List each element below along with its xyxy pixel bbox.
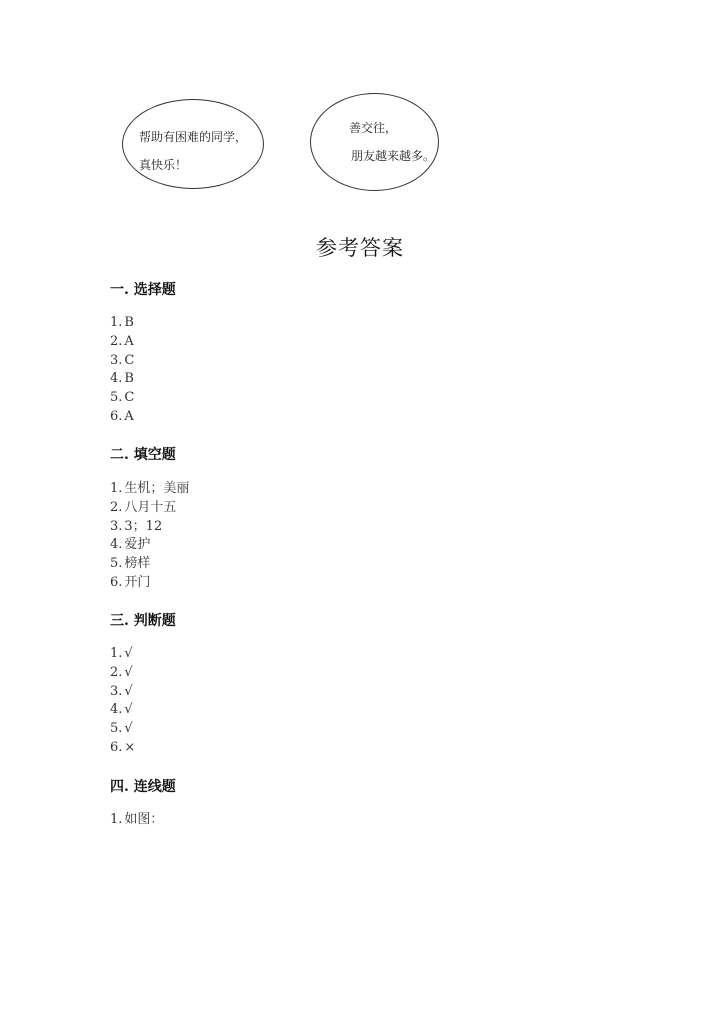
answer-list-fill-blank <box>110 480 189 593</box>
page-title: 参考答案 <box>316 236 404 260</box>
answer-number: 6. <box>110 574 123 590</box>
answer-number: 2. <box>110 664 123 680</box>
list-item <box>110 333 134 352</box>
answer-text: √ <box>124 683 133 699</box>
answer-text: A <box>124 333 134 349</box>
answer-number: 1. <box>110 481 123 496</box>
answer-text: 生机；美丽 <box>124 481 190 496</box>
answer-number: 5. <box>110 556 123 572</box>
bubble-right-line1: 善交往， <box>349 121 398 135</box>
answer-text: B <box>124 371 134 387</box>
list-item <box>110 574 189 593</box>
answer-text: √ <box>124 646 133 661</box>
section-heading-matching: 四. 连线题 <box>110 779 176 795</box>
list-item <box>110 645 135 664</box>
section-heading-fill-blank: 二. 填空题 <box>110 447 176 463</box>
answer-text: × <box>124 739 136 755</box>
answer-number: 3. <box>110 518 123 534</box>
answer-text: A <box>124 408 134 424</box>
answer-text: C <box>124 352 135 368</box>
list-item <box>110 811 163 830</box>
section-heading-choice: 一. 选择题 <box>110 282 176 298</box>
bubble-right-line2: 朋友越来越多。 <box>351 149 436 163</box>
bubble-left-line1: 帮助有困难的同学， <box>139 130 248 144</box>
answer-number: 3. <box>110 683 123 699</box>
answer-text: 如图： <box>124 812 164 827</box>
answer-number: 1. <box>110 646 123 661</box>
answer-text: √ <box>124 721 133 737</box>
speech-bubble-left <box>122 99 264 189</box>
answer-text: 榜样 <box>124 556 151 572</box>
answer-number: 6. <box>110 408 123 424</box>
section-heading-true-false: 三. 判断题 <box>110 613 176 629</box>
list-item <box>110 739 135 758</box>
speech-bubble-right <box>310 93 439 191</box>
list-item <box>110 555 189 574</box>
answer-text: 开门 <box>124 574 151 590</box>
bubble-left-line2: 真快乐！ <box>139 158 188 172</box>
answer-text: √ <box>124 702 133 718</box>
answer-list-true-false <box>110 645 135 758</box>
answer-list-matching <box>110 811 163 830</box>
answer-text: 八月十五 <box>124 499 177 515</box>
answer-number: 3. <box>110 352 123 368</box>
answer-number: 4. <box>110 702 123 718</box>
answer-number: 4. <box>110 537 123 553</box>
list-item <box>110 664 135 683</box>
answer-number: 6. <box>110 739 123 755</box>
list-item <box>110 499 189 518</box>
answer-text: 爱护 <box>124 537 151 553</box>
answer-number: 1. <box>110 812 123 827</box>
answer-text: 3；12 <box>124 518 163 534</box>
answer-number: 5. <box>110 390 123 406</box>
answer-number: 4. <box>110 371 123 387</box>
list-item <box>110 536 189 555</box>
list-item <box>110 408 134 427</box>
list-item <box>110 389 134 408</box>
answer-number: 2. <box>110 333 123 349</box>
answer-text: C <box>124 390 135 406</box>
list-item <box>110 370 134 389</box>
list-item <box>110 683 135 702</box>
answer-list-choice <box>110 314 134 427</box>
list-item <box>110 518 189 537</box>
answer-number: 1. <box>110 315 123 330</box>
list-item <box>110 314 134 333</box>
list-item <box>110 352 134 371</box>
answer-text: B <box>124 315 134 330</box>
answer-number: 5. <box>110 721 123 737</box>
answer-text: √ <box>124 664 133 680</box>
list-item <box>110 701 135 720</box>
list-item <box>110 480 189 499</box>
list-item <box>110 720 135 739</box>
answer-number: 2. <box>110 499 123 515</box>
